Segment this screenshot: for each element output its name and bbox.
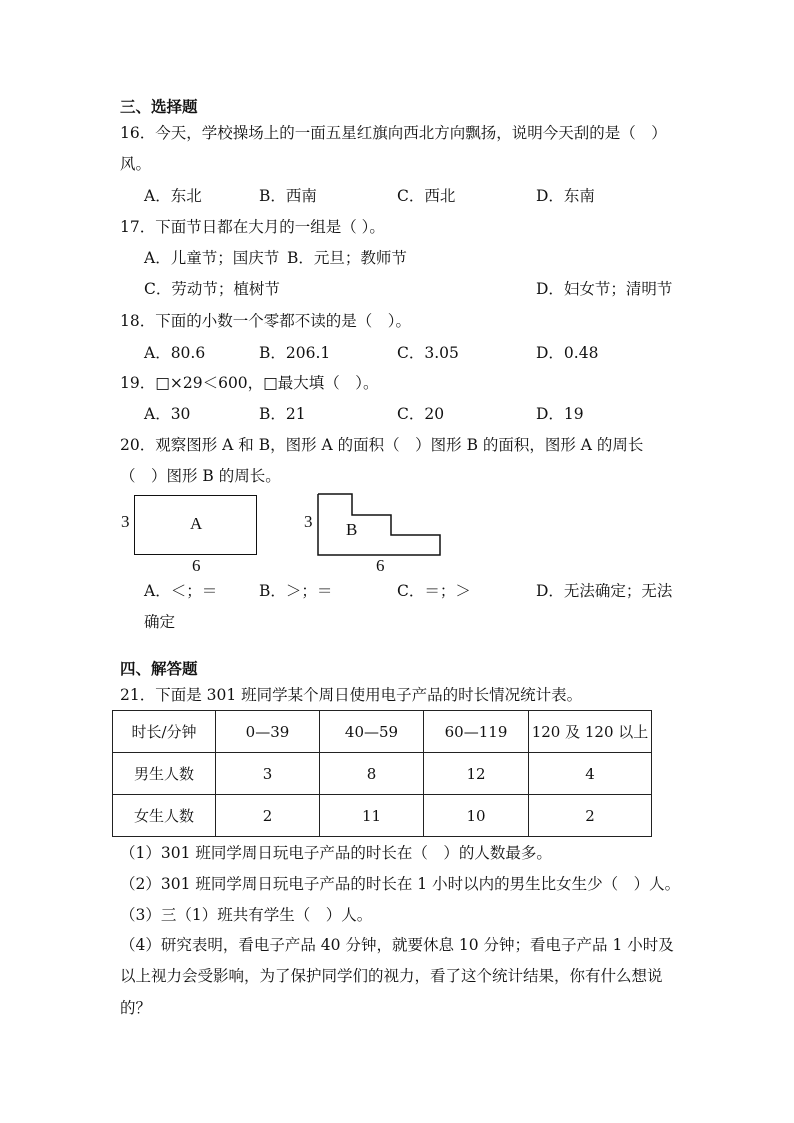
section-3-title: 三、选择题 <box>120 98 198 116</box>
question-21-sub-4-line-1: （4）研究表明，看电子产品 40 分钟，就要休息 10 分钟；看电子产品 1 小时及 <box>120 936 674 954</box>
question-20-line-2: （ ）图形 B 的周长。 <box>120 467 281 485</box>
figure-a-label: A <box>190 514 203 533</box>
option-d: D．妇女节；清明节 <box>536 280 673 298</box>
table-cell: 男生人数 <box>113 753 216 795</box>
option-b: B．＞；＝ <box>259 582 333 600</box>
option-a: A．80.6 <box>144 344 206 362</box>
question-21-sub-4-line-3: 的？ <box>120 999 152 1017</box>
option-b: B．西南 <box>259 187 317 205</box>
table-cell: 12 <box>424 753 529 795</box>
table-header-cell: 60—119 <box>424 711 529 753</box>
option-a: A．东北 <box>144 187 202 205</box>
table-cell: 女生人数 <box>113 795 216 837</box>
question-21-sub-1: （1）301 班同学周日玩电子产品的时长在（ ）的人数最多。 <box>120 844 552 862</box>
option-c: C．劳动节；植树节 <box>144 280 280 298</box>
table-cell: 2 <box>529 795 652 837</box>
option-b: B．21 <box>259 405 306 423</box>
option-d: D．0.48 <box>536 344 599 362</box>
figure-b-width: 6 <box>376 556 385 575</box>
table-header-cell: 120 及 120 以上 <box>529 711 652 753</box>
option-b: B．元旦；教师节 <box>287 249 407 267</box>
figure-a-width: 6 <box>192 556 201 575</box>
figure-a-height: 3 <box>121 512 130 531</box>
table-header-cell: 0—39 <box>216 711 320 753</box>
question-18-stem: 18．下面的小数一个零都不读的是（ ）。 <box>120 312 411 330</box>
table-header-cell: 40—59 <box>320 711 424 753</box>
question-17-stem: 17．下面节日都在大月的一组是（ ）。 <box>120 218 385 236</box>
question-19-stem: 19．□×29＜600，□最大填（ ）。 <box>120 374 379 392</box>
figure-b-label: B <box>346 520 358 539</box>
option-d-continued: 确定 <box>144 613 176 631</box>
table-cell: 3 <box>216 753 320 795</box>
question-21-sub-3: （3）三（1）班共有学生（ ）人。 <box>120 906 373 924</box>
table-header-row <box>113 711 652 753</box>
usage-stats-table <box>112 710 652 837</box>
table-header-cell: 时长/分钟 <box>113 711 216 753</box>
staircase-shape-b <box>310 490 450 560</box>
question-16-line-2: 风。 <box>120 155 152 173</box>
option-c: C．3.05 <box>397 344 459 362</box>
question-21-sub-4-line-2: 以上视力会受影响，为了保护同学们的视力，看了这个统计结果，你有什么想说 <box>120 967 663 985</box>
option-d: D．无法确定；无法 <box>536 582 673 600</box>
option-d: D．东南 <box>536 187 595 205</box>
question-21-stem: 21．下面是 301 班同学某个周日使用电子产品的时长情况统计表。 <box>120 686 583 704</box>
option-d: D．19 <box>536 405 584 423</box>
table-cell: 2 <box>216 795 320 837</box>
question-16-line-1: 16．今天，学校操场上的一面五星红旗向西北方向飘扬，说明今天刮的是（ ） <box>120 124 667 142</box>
option-c: C．＝；＞ <box>397 582 471 600</box>
section-4-title: 四、解答题 <box>120 660 198 678</box>
option-c: C．20 <box>397 405 445 423</box>
option-a: A．＜；＝ <box>144 582 218 600</box>
option-a: A．30 <box>144 405 191 423</box>
option-c: C．西北 <box>397 187 456 205</box>
figure-b-height: 3 <box>304 512 313 531</box>
table-cell: 10 <box>424 795 529 837</box>
question-21-sub-2: （2）301 班同学周日玩电子产品的时长在 1 小时以内的男生比女生少（ ）人。 <box>120 875 681 893</box>
question-20-line-1: 20．观察图形 A 和 B，图形 A 的面积（ ）图形 B 的面积，图形 A 的周长 <box>120 436 644 454</box>
table-cell: 11 <box>320 795 424 837</box>
table-cell: 4 <box>529 753 652 795</box>
table-row <box>113 753 652 795</box>
option-a: A．儿童节；国庆节 <box>144 249 280 267</box>
option-b: B．206.1 <box>259 344 331 362</box>
table-row <box>113 795 652 837</box>
table-cell: 8 <box>320 753 424 795</box>
